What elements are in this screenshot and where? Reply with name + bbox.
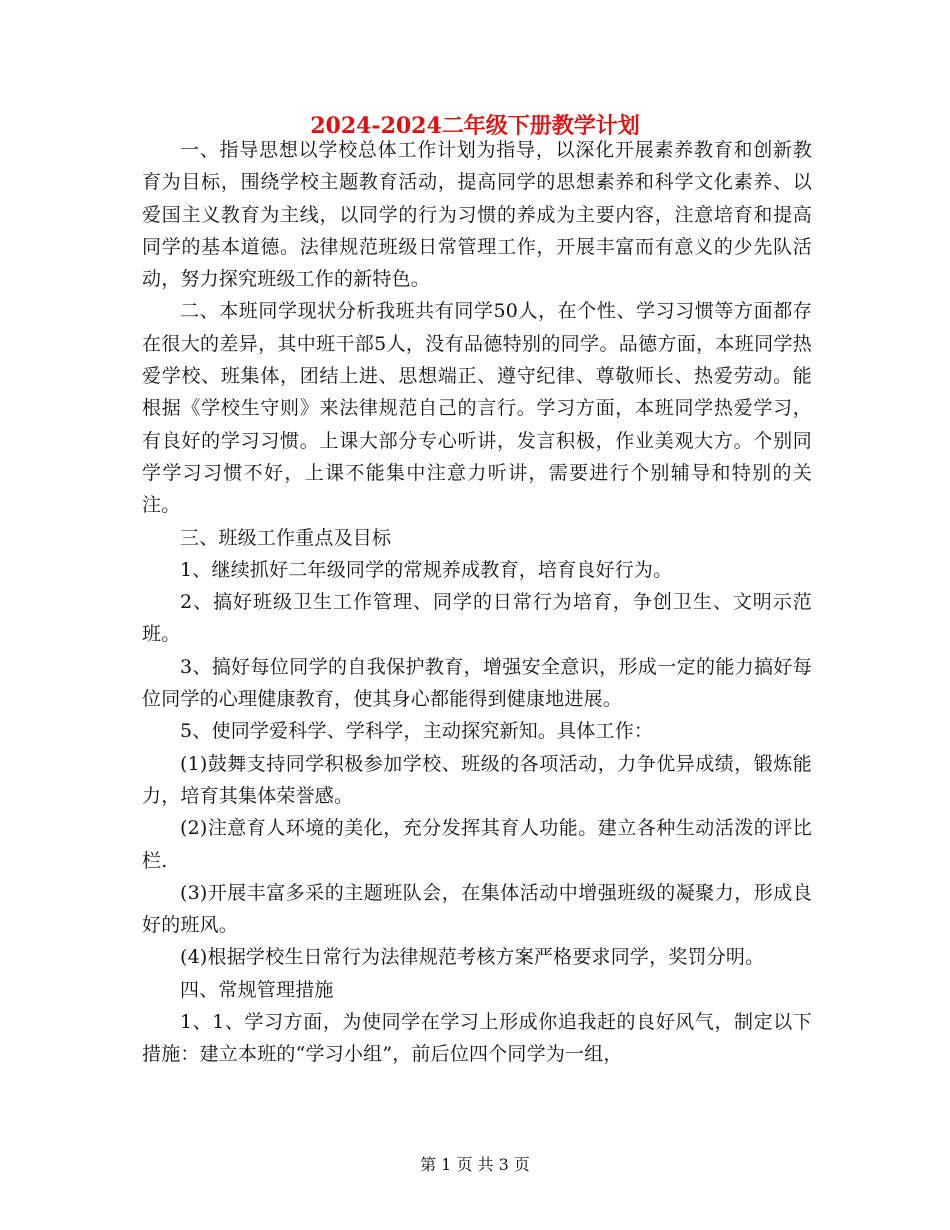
paragraph-section-heading-goals: 三、班级工作重点及目标 xyxy=(180,526,392,549)
paragraph-measure-1: 1、1、学习方面，为使同学在学习上形成你追我赶的良好风气，制定以下措施：建立本班的“学习小组”，前后位四个同学为一组， xyxy=(142,1011,812,1066)
paragraph-work-item-2: (2)注意育人环境的美化，充分发挥其育人功能。建立各种生动活泼的评比栏. xyxy=(142,817,812,872)
paragraph-goal-3: 3、搞好每位同学的自我保护教育，增强安全意识，形成一定的能力搞好每位同学的心理健康教育，使其身心都能得到健康地进展。 xyxy=(142,655,812,711)
paragraph-work-item-1: (1)鼓舞支持同学积极参加学校、班级的各项活动，力争优异成绩，锻炼能力，培育其集体荣誉感。 xyxy=(142,752,812,807)
page-footer: 第 1 页 共 3 页 xyxy=(420,1155,530,1174)
paragraph-goal-5: 5、使同学爱科学、学科学，主动探究新知。具体工作： xyxy=(180,720,654,743)
document-title: 2024-2024二年级下册教学计划 xyxy=(310,113,640,139)
paragraph-work-item-3: (3)开展丰富多采的主题班队会，在集体活动中增强班级的凝聚力，形成良好的班风。 xyxy=(142,881,812,937)
paragraph-guiding-ideology: 一、指导思想以学校总体工作计划为指导，以深化开展素养教育和创新教育为目标，围绕学校主题教育活动，提高同学的思想素养和科学文化素养、以爱国主义教育为主线，以同学的行为习惯的养成为主要内容，注意培育和提高同学的基本道德。法律规范班级日常管理工作，开展丰富而有意义的少先队活动，努力探究班级工作的新特色。 xyxy=(142,139,812,291)
document-body xyxy=(142,134,812,1071)
paragraph-section-heading-measures: 四、常规管理措施 xyxy=(180,978,334,1001)
paragraph-goal-1: 1、继续抓好二年级同学的常规养成教育，培育良好行为。 xyxy=(180,558,673,581)
paragraph-goal-2: 2、搞好班级卫生工作管理、同学的日常行为培育，争创卫生、文明示范班。 xyxy=(142,591,812,646)
paragraph-class-status: 二、本班同学现状分析我班共有同学50人，在个性、学习习惯等方面都存在很大的差异，其中班干部5人，没有品德特别的同学。品德方面，本班同学热爱学校、班集体，团结上进、思想端正、遵守纪律、尊敬师长、热爱劳动。能根据《学校生守则》来法律规范自己的言行。学习方面，本班同学热爱学习，有良好的学习习惯。上课大部分专心听讲，发言积极，作业美观大方。个别同学学习习惯不好，上课不能集中注意力听讲，需要进行个别辅导和特别的关注。 xyxy=(142,300,812,517)
paragraph-work-item-4: (4)根据学校生日常行为法律规范考核方案严格要求同学，奖罚分明。 xyxy=(180,946,765,969)
